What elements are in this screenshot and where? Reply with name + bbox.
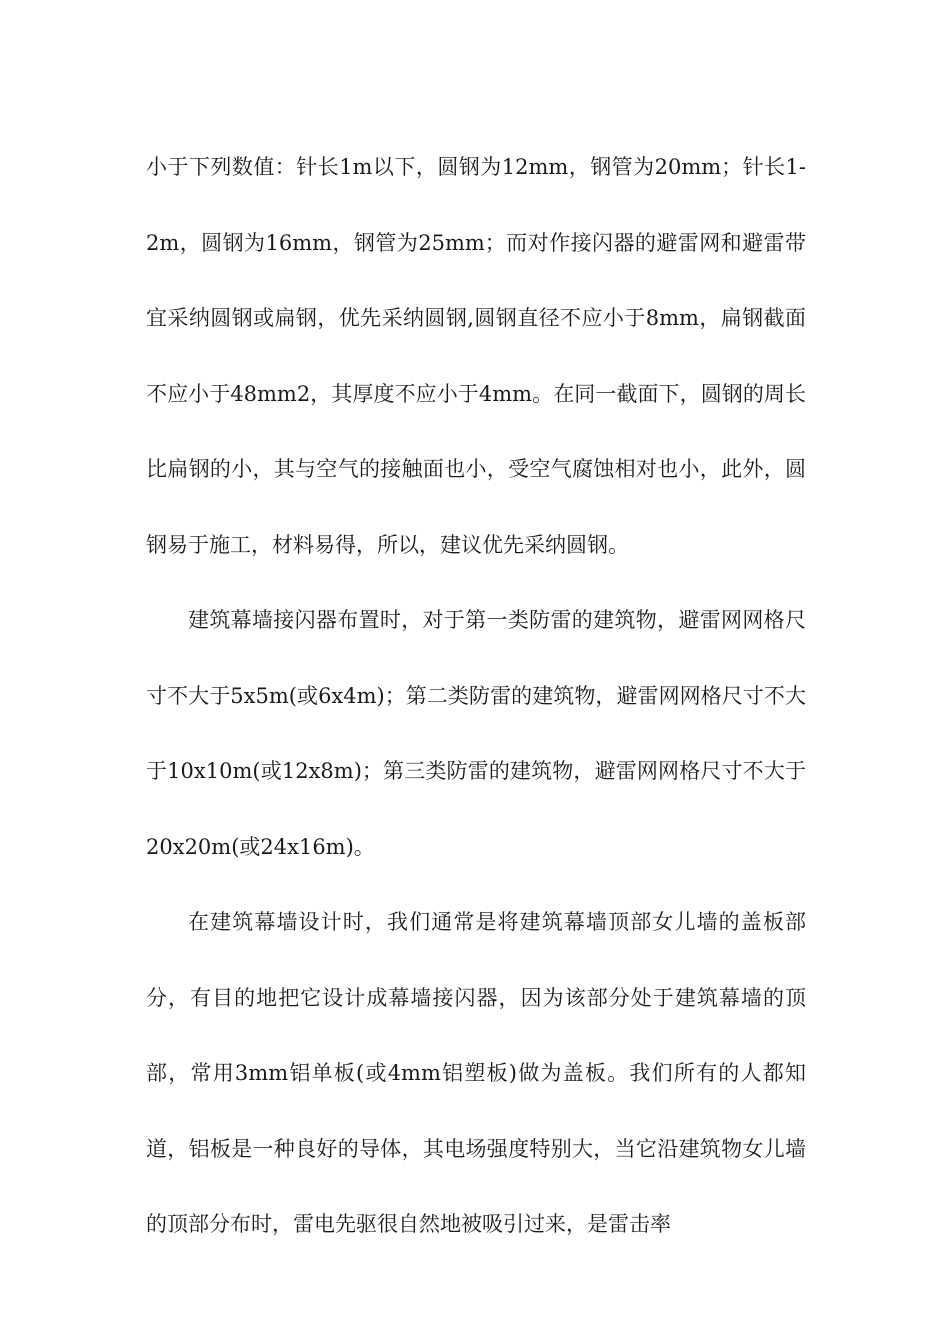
document-body: [146, 130, 806, 1263]
paragraph-1: 小于下列数值：针长1m以下，圆钢为12mm，钢管为20mm；针长1-2m，圆钢为16mm，钢管为25mm；而对作接闪器的避雷网和避雷带宜采纳圆钢或扁钢，优先采纳圆钢,圆钢直径不应小于8mm，扁钢截面不应小于48mm2，其厚度不应小于4mm。在同一截面下，圆钢的周长比扁钢的小，其与空气的接触面也小，受空气腐蚀相对也小，此外，圆钢易于施工，材料易得，所以，建议优先采纳圆钢。: [146, 155, 806, 557]
paragraph-2: 建筑幕墙接闪器布置时，对于第一类防雷的建筑物，避雷网网格尺寸不大于5x5m(或6x4m)；第二类防雷的建筑物，避雷网网格尺寸不大于10x10m(或12x8m)；第三类防雷的建筑物，避雷网网格尺寸不大于20x20m(或24x16m)。: [146, 608, 806, 859]
paragraph-3: 在建筑幕墙设计时，我们通常是将建筑幕墙顶部女儿墙的盖板部分，有目的地把它设计成幕墙接闪器，因为该部分处于建筑幕墙的顶部，常用3mm铝单板(或4mm铝塑板)做为盖板。我们所有的人都知道，铝板是一种良好的导体，其电场强度特别大，当它沿建筑物女儿墙的顶部分布时，雷电先驱很自然地被吸引过来，是雷击率: [146, 910, 806, 1236]
